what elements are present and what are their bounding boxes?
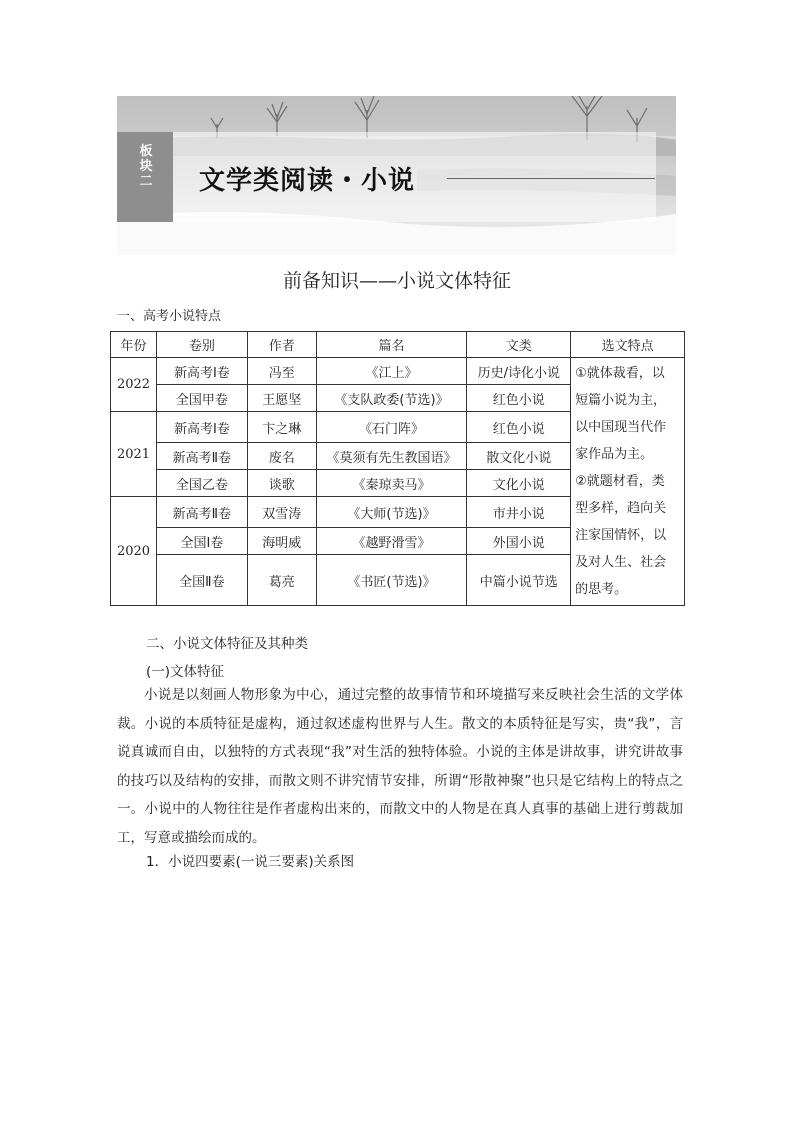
header-paper: 卷别 xyxy=(156,332,247,358)
novel-features-table xyxy=(110,331,685,606)
title-cell: 《莫须有先生教国语》 xyxy=(316,443,467,470)
author-cell: 海明威 xyxy=(247,528,316,555)
author-cell: 双雪涛 xyxy=(247,497,316,528)
paper-cell: 新高考Ⅱ卷 xyxy=(156,497,247,528)
table-row xyxy=(111,358,685,385)
note-line: 型多样，趋向关 xyxy=(575,501,667,516)
author-cell: 王愿坚 xyxy=(247,385,316,412)
header-features: 选文特点 xyxy=(571,332,685,358)
genre-cell: 外国小说 xyxy=(467,528,571,555)
genre-cell: 文化小说 xyxy=(467,470,571,497)
title-cell: 《石门阵》 xyxy=(316,412,467,443)
part2-heading: 二、小说文体特征及其种类 xyxy=(146,636,308,652)
body-paragraph-block xyxy=(117,681,683,853)
note-line: 的思考。 xyxy=(575,582,628,597)
header-genre: 文类 xyxy=(467,332,571,358)
section-tag xyxy=(117,132,173,222)
author-cell: 废名 xyxy=(247,443,316,470)
genre-cell: 中篇小说节选 xyxy=(467,555,571,606)
features-note xyxy=(571,358,685,606)
year-cell: 2020 xyxy=(111,497,157,606)
genre-cell: 红色小说 xyxy=(467,385,571,412)
item-1-heading: 1．小说四要素(一说三要素)关系图 xyxy=(146,854,355,870)
paper-cell: 新高考Ⅱ卷 xyxy=(156,443,247,470)
title-cell: 《支队政委(节选)》 xyxy=(316,385,467,412)
genre-cell: 市井小说 xyxy=(467,497,571,528)
paper-cell: 新高考Ⅰ卷 xyxy=(156,358,247,385)
year-cell: 2021 xyxy=(111,412,157,497)
header-author: 作者 xyxy=(247,332,316,358)
note-line: 短篇小说为主， xyxy=(575,393,667,408)
part1-heading: 一、高考小说特点 xyxy=(117,309,222,324)
note-line: ①就体裁看，以 xyxy=(575,366,665,381)
paper-cell: 全国乙卷 xyxy=(156,470,247,497)
header-banner xyxy=(117,96,676,255)
header-year: 年份 xyxy=(111,332,157,358)
note-line: 以中国现当代作 xyxy=(575,420,667,435)
author-cell: 卞之琳 xyxy=(247,412,316,443)
banner-title: 文学类阅读・小说 xyxy=(199,166,416,196)
sub-heading: (一)文体特征 xyxy=(146,664,225,680)
author-cell: 谈歌 xyxy=(247,470,316,497)
note-line: 注家国情怀，以 xyxy=(575,528,667,543)
note-line: ②就题材看，类 xyxy=(575,474,665,489)
paper-cell: 全国Ⅱ卷 xyxy=(156,555,247,606)
note-line: 家作品为主。 xyxy=(575,447,654,462)
body-paragraph: 小说是以刻画人物形象为中心，通过完整的故事情节和环境描写来反映社会生活的文学体裁。小说的本质特征是虚构，通过叙述虚构世界与人生。散文的本质特征是写实，贵“我”，言说真诚而自由，以独特的方式表现“我”对生活的独特体验。小说的主体是讲故事，讲究讲故事的技巧以及结构的安排，而散文则不讲究情节安排，所谓“形散神聚”也只是它结构上的特点之一。小说中的人物往往是作者虚构出来的，而散文中的人物是在真人真事的基础上进行剪裁加工，写意或描绘而成的。 xyxy=(117,687,683,846)
author-cell: 葛亮 xyxy=(247,555,316,606)
author-cell: 冯至 xyxy=(247,358,316,385)
year-cell: 2022 xyxy=(111,358,157,412)
section-tag-label: 板块二 xyxy=(139,144,153,189)
title-cell: 《书匠(节选)》 xyxy=(316,555,467,606)
genre-cell: 散文化小说 xyxy=(467,443,571,470)
title-cell: 《越野滑雪》 xyxy=(316,528,467,555)
paper-cell: 全国Ⅰ卷 xyxy=(156,528,247,555)
banner-divider xyxy=(447,178,655,179)
header-title: 篇名 xyxy=(316,332,467,358)
table-header-row xyxy=(111,332,685,358)
paper-cell: 新高考Ⅰ卷 xyxy=(156,412,247,443)
paper-cell: 全国甲卷 xyxy=(156,385,247,412)
genre-cell: 历史/诗化小说 xyxy=(467,358,571,385)
genre-cell: 红色小说 xyxy=(467,412,571,443)
title-cell: 《秦琼卖马》 xyxy=(316,470,467,497)
note-line: 及对人生、社会 xyxy=(575,555,667,570)
title-cell: 《大师(节选)》 xyxy=(316,497,467,528)
title-cell: 《江上》 xyxy=(316,358,467,385)
section-title: 前备知识——小说文体特征 xyxy=(282,270,511,292)
